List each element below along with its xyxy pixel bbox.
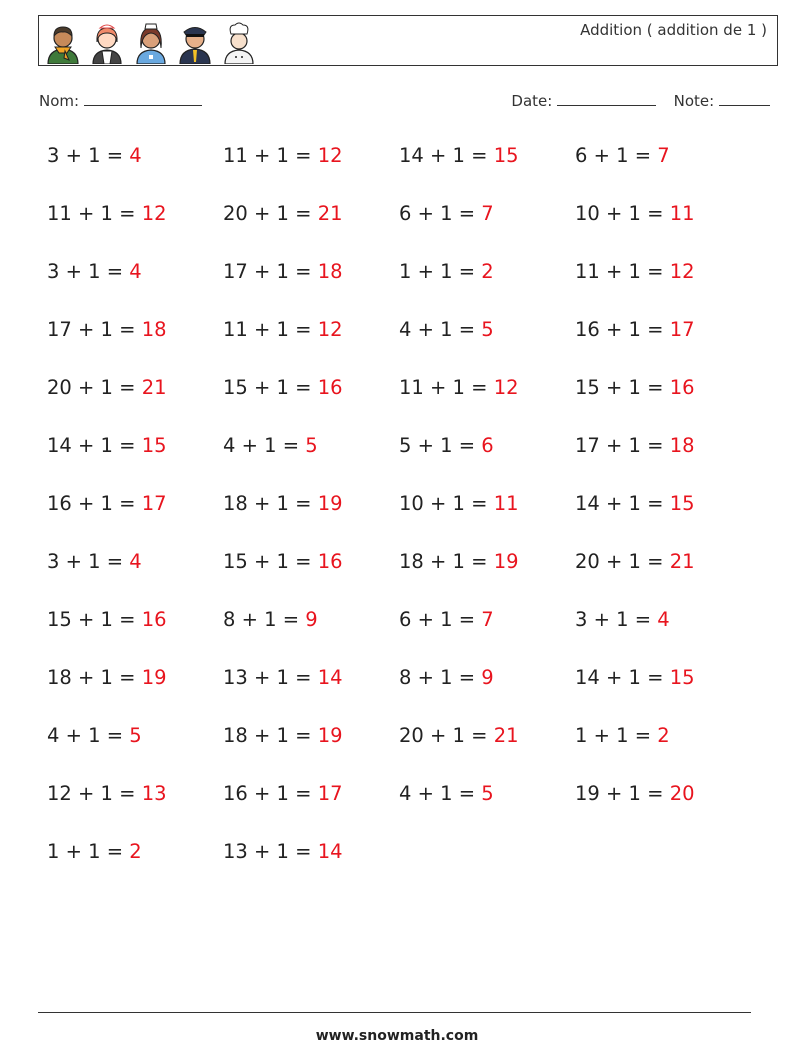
problem-item	[47, 666, 223, 724]
problem-answer: 12	[141, 202, 167, 225]
problem-question: 5 + 1 =	[399, 434, 482, 457]
problem-item	[575, 608, 751, 666]
problem-item	[399, 434, 575, 492]
problem-answer: 7	[481, 202, 494, 225]
problem-question: 4 + 1 =	[223, 434, 306, 457]
problem-item	[223, 666, 399, 724]
problem-question: 6 + 1 =	[575, 144, 658, 167]
note-label: Note:	[673, 92, 715, 110]
footer-divider	[38, 1012, 751, 1013]
problem-answer: 15	[669, 492, 695, 515]
problem-grid	[47, 144, 751, 898]
problem-item	[575, 782, 751, 840]
problem-answer: 21	[317, 202, 343, 225]
problem-answer: 7	[657, 144, 670, 167]
problem-answer: 11	[493, 492, 519, 515]
problem-answer: 5	[481, 318, 494, 341]
problem-answer: 12	[669, 260, 695, 283]
problem-question: 15 + 1 =	[223, 376, 318, 399]
problem-question: 18 + 1 =	[223, 492, 318, 515]
problem-question: 1 + 1 =	[47, 840, 130, 863]
problem-item	[399, 202, 575, 260]
farmer-avatar-icon	[45, 20, 82, 64]
problem-answer: 15	[669, 666, 695, 689]
problem-answer: 14	[317, 666, 343, 689]
problem-answer: 19	[317, 492, 343, 515]
problem-answer: 12	[317, 318, 343, 341]
problem-answer: 2	[129, 840, 142, 863]
problem-item	[399, 260, 575, 318]
problem-answer: 18	[317, 260, 343, 283]
problem-item	[575, 144, 751, 202]
avatar-row	[45, 20, 258, 64]
problem-answer: 19	[493, 550, 519, 573]
problem-question: 11 + 1 =	[399, 376, 494, 399]
problem-item	[223, 376, 399, 434]
problem-answer: 12	[317, 144, 343, 167]
problem-item	[399, 666, 575, 724]
problem-answer: 5	[305, 434, 318, 457]
problem-question: 20 + 1 =	[575, 550, 670, 573]
problem-answer: 16	[141, 608, 167, 631]
problem-question: 16 + 1 =	[47, 492, 142, 515]
name-blank-line	[84, 93, 202, 106]
problem-answer: 21	[669, 550, 695, 573]
problem-item	[399, 492, 575, 550]
problem-item	[399, 376, 575, 434]
problem-question: 6 + 1 =	[399, 608, 482, 631]
problem-question: 3 + 1 =	[47, 550, 130, 573]
problem-item	[47, 782, 223, 840]
problem-question: 6 + 1 =	[399, 202, 482, 225]
problem-item	[575, 318, 751, 376]
problem-item	[47, 260, 223, 318]
problem-question: 13 + 1 =	[223, 666, 318, 689]
problem-question: 14 + 1 =	[47, 434, 142, 457]
problem-question: 19 + 1 =	[575, 782, 670, 805]
date-blank-line	[557, 93, 656, 106]
problem-item	[223, 724, 399, 782]
problem-question: 10 + 1 =	[399, 492, 494, 515]
problem-item	[47, 144, 223, 202]
problem-answer: 17	[669, 318, 695, 341]
problem-item	[223, 492, 399, 550]
problem-question: 4 + 1 =	[47, 724, 130, 747]
problem-item	[399, 608, 575, 666]
problem-item	[399, 782, 575, 840]
problem-item	[575, 376, 751, 434]
problem-item	[575, 202, 751, 260]
problem-question: 18 + 1 =	[399, 550, 494, 573]
problem-question: 17 + 1 =	[575, 434, 670, 457]
problem-answer: 2	[481, 260, 494, 283]
problem-answer: 19	[317, 724, 343, 747]
problem-item	[223, 318, 399, 376]
footer-url: www.snowmath.com	[315, 1028, 479, 1044]
problem-answer: 21	[493, 724, 519, 747]
problem-item	[223, 608, 399, 666]
problem-item	[399, 550, 575, 608]
problem-question: 20 + 1 =	[223, 202, 318, 225]
problem-question: 14 + 1 =	[399, 144, 494, 167]
problem-item	[47, 550, 223, 608]
problem-answer: 4	[129, 144, 142, 167]
problem-answer: 17	[317, 782, 343, 805]
problem-item	[47, 608, 223, 666]
problem-item	[47, 724, 223, 782]
maid-avatar-icon	[89, 20, 126, 64]
problem-item	[47, 202, 223, 260]
problem-question: 18 + 1 =	[223, 724, 318, 747]
problem-question: 8 + 1 =	[399, 666, 482, 689]
problem-question: 13 + 1 =	[223, 840, 318, 863]
problem-answer: 7	[481, 608, 494, 631]
problem-question: 20 + 1 =	[47, 376, 142, 399]
problem-item	[575, 260, 751, 318]
header-box	[38, 15, 778, 66]
problem-answer: 17	[141, 492, 167, 515]
problem-answer: 5	[129, 724, 142, 747]
problem-question: 10 + 1 =	[575, 202, 670, 225]
problem-question: 14 + 1 =	[575, 666, 670, 689]
problem-item	[47, 376, 223, 434]
problem-answer: 16	[317, 550, 343, 573]
problem-answer: 15	[493, 144, 519, 167]
problem-item	[223, 550, 399, 608]
problem-question: 1 + 1 =	[399, 260, 482, 283]
problem-item	[223, 260, 399, 318]
problem-answer: 18	[141, 318, 167, 341]
note-blank-line	[719, 93, 770, 106]
problem-answer: 13	[141, 782, 167, 805]
problem-answer: 19	[141, 666, 167, 689]
problem-question: 15 + 1 =	[223, 550, 318, 573]
problem-answer: 18	[669, 434, 695, 457]
problem-item	[399, 724, 575, 782]
problem-answer: 15	[141, 434, 167, 457]
problem-item	[575, 550, 751, 608]
problem-question: 4 + 1 =	[399, 782, 482, 805]
problem-item	[223, 840, 399, 898]
problem-item	[223, 782, 399, 840]
problem-question: 11 + 1 =	[223, 144, 318, 167]
problem-question: 3 + 1 =	[47, 260, 130, 283]
problem-answer: 12	[493, 376, 519, 399]
problem-item	[575, 666, 751, 724]
problem-item	[399, 144, 575, 202]
problem-question: 15 + 1 =	[575, 376, 670, 399]
problem-question: 20 + 1 =	[399, 724, 494, 747]
problem-question: 11 + 1 =	[47, 202, 142, 225]
problem-question: 1 + 1 =	[575, 724, 658, 747]
problem-question: 11 + 1 =	[223, 318, 318, 341]
problem-question: 18 + 1 =	[47, 666, 142, 689]
problem-question: 16 + 1 =	[575, 318, 670, 341]
problem-answer: 20	[669, 782, 695, 805]
problem-question: 15 + 1 =	[47, 608, 142, 631]
problem-question: 16 + 1 =	[223, 782, 318, 805]
problem-question: 17 + 1 =	[47, 318, 142, 341]
problem-answer: 9	[305, 608, 318, 631]
problem-answer: 16	[669, 376, 695, 399]
problem-answer: 11	[669, 202, 695, 225]
problem-item	[575, 434, 751, 492]
problem-item	[223, 144, 399, 202]
problem-answer: 4	[129, 550, 142, 573]
problem-answer: 2	[657, 724, 670, 747]
problem-item	[47, 434, 223, 492]
problem-question: 3 + 1 =	[47, 144, 130, 167]
problem-item	[47, 840, 223, 898]
name-label: Nom:	[39, 92, 80, 110]
problem-item	[47, 492, 223, 550]
problem-answer: 6	[481, 434, 494, 457]
problem-item	[575, 492, 751, 550]
problem-item	[223, 202, 399, 260]
problem-answer: 4	[657, 608, 670, 631]
worksheet-title: Addition ( addition de 1 )	[580, 21, 767, 39]
police-avatar-icon	[177, 20, 214, 64]
problem-item	[223, 434, 399, 492]
problem-question: 14 + 1 =	[575, 492, 670, 515]
problem-item	[47, 318, 223, 376]
problem-answer: 14	[317, 840, 343, 863]
problem-answer: 16	[317, 376, 343, 399]
date-note-fields	[511, 92, 770, 110]
problem-question: 3 + 1 =	[575, 608, 658, 631]
chef-avatar-icon	[221, 20, 258, 64]
problem-answer: 9	[481, 666, 494, 689]
name-field	[39, 92, 202, 110]
problem-item	[399, 318, 575, 376]
problem-answer: 4	[129, 260, 142, 283]
nurse-avatar-icon	[133, 20, 170, 64]
problem-question: 4 + 1 =	[399, 318, 482, 341]
problem-question: 8 + 1 =	[223, 608, 306, 631]
problem-question: 11 + 1 =	[575, 260, 670, 283]
problem-question: 17 + 1 =	[223, 260, 318, 283]
date-label: Date:	[511, 92, 553, 110]
problem-question: 12 + 1 =	[47, 782, 142, 805]
problem-answer: 21	[141, 376, 167, 399]
problem-item	[575, 724, 751, 782]
problem-answer: 5	[481, 782, 494, 805]
